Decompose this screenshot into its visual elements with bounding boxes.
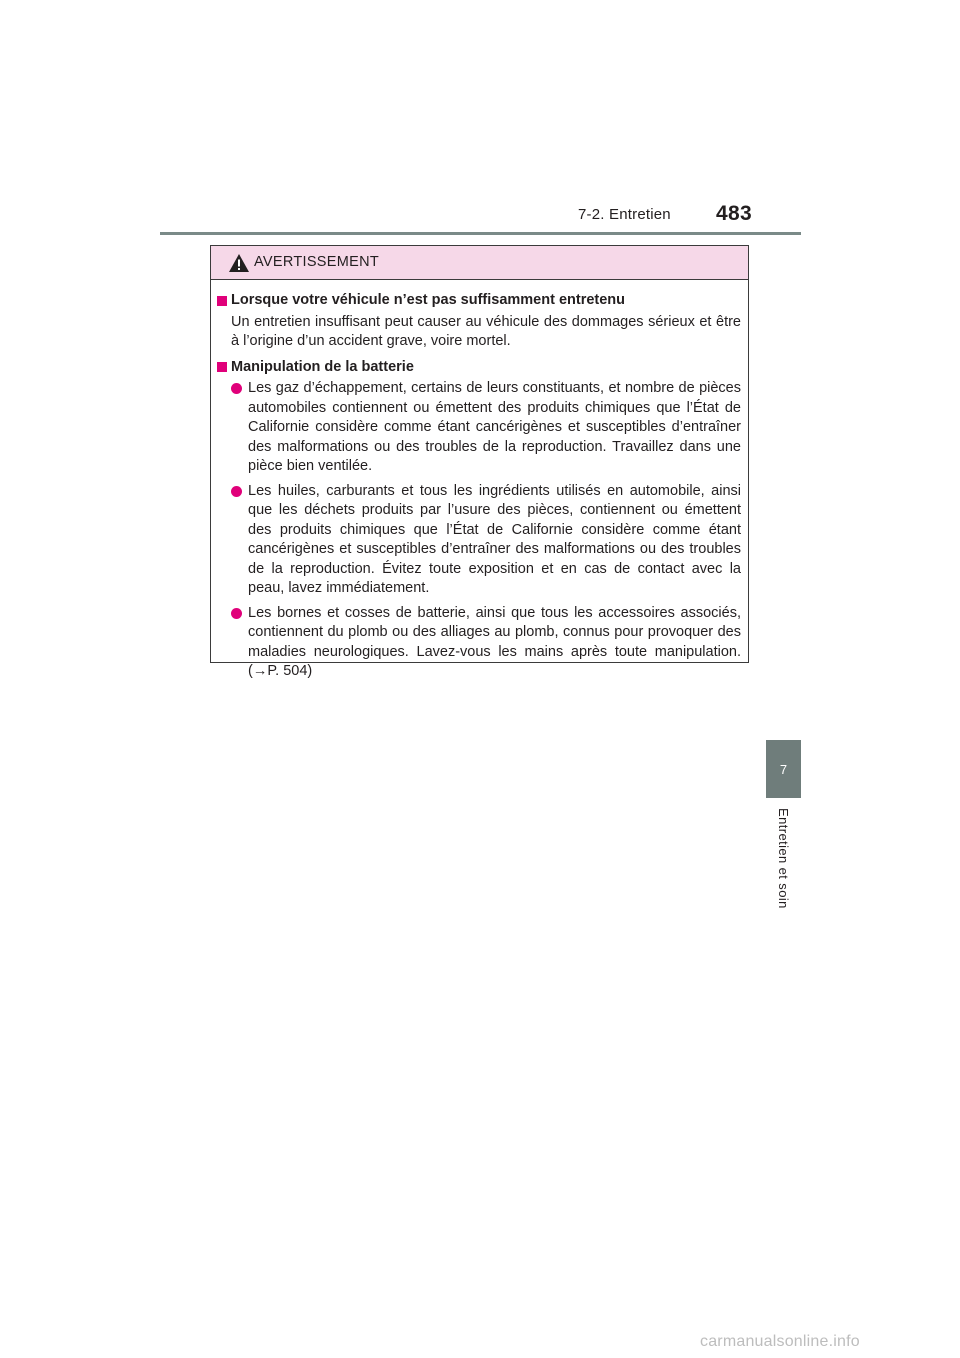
section-heading [217,358,741,378]
warning-body [211,280,748,682]
bullet-item [217,379,741,477]
page-number: 483 [716,202,752,225]
section-paragraph: Un entretien insuffisant peut causer au véhicule des dommages sérieux et être à l’origine d’un accident grave, voire mortel. [231,313,741,349]
warning-header [211,246,748,280]
warning-box [210,245,749,679]
chapter-label [766,808,801,918]
warning-triangle-icon [228,253,250,273]
section-heading-text: Manipulation de la batterie [231,358,414,375]
chapter-tab [766,740,801,798]
square-bullet-icon [217,296,227,306]
bullet-text: Les bornes et cosses de batterie, ainsi que tous les accessoires associés, contiennent du plomb ou des alliages au plomb, connus pour provoquer des maladies neurologiques. Lavez-vous les mains après toute manipulation. (→P. 504) [248,604,741,679]
header-rule [160,232,801,235]
chapter-label-text: Entretien et soin [776,808,791,909]
chapter-number: 7 [779,761,788,777]
round-bullet-icon [231,383,242,394]
bullet-item [217,604,741,682]
section-heading-text: Lorsque votre véhicule n’est pas suffisamment entretenu [231,292,626,308]
bullet-text: Les huiles, carburants et tous les ingrédients utilisés en automobile, ainsi que les déchets produits par l’usure des pièces, contiennent ou émettent des produits chimiques que l’État de Californie considère comme étant cancérigènes et susceptibles d’entraîner des malformations ou des troubles de la reproduction. Évitez toute exposition et en cas de contact avec la peau, lavez immédiatement. [248,482,741,596]
bullet-text: Les gaz d’échappement, certains de leurs constituants, et nombre de pièces automobiles contiennent ou émettent des produits chimiques que l’État de Californie considère comme étant cancérigènes et susceptibles d’entraîner des malformations ou des troubles de la reproduction. Travaillez dans une pièce bien ventilée. [248,380,741,474]
round-bullet-icon [231,486,242,497]
section-heading [217,291,741,311]
bullet-item [217,482,741,599]
square-bullet-icon [217,362,227,372]
watermark: carmanualsonline.info [700,1333,860,1350]
warning-title: AVERTISSEMENT [254,254,380,270]
section-title: 7-2. Entretien [578,206,671,223]
round-bullet-icon [231,608,242,619]
